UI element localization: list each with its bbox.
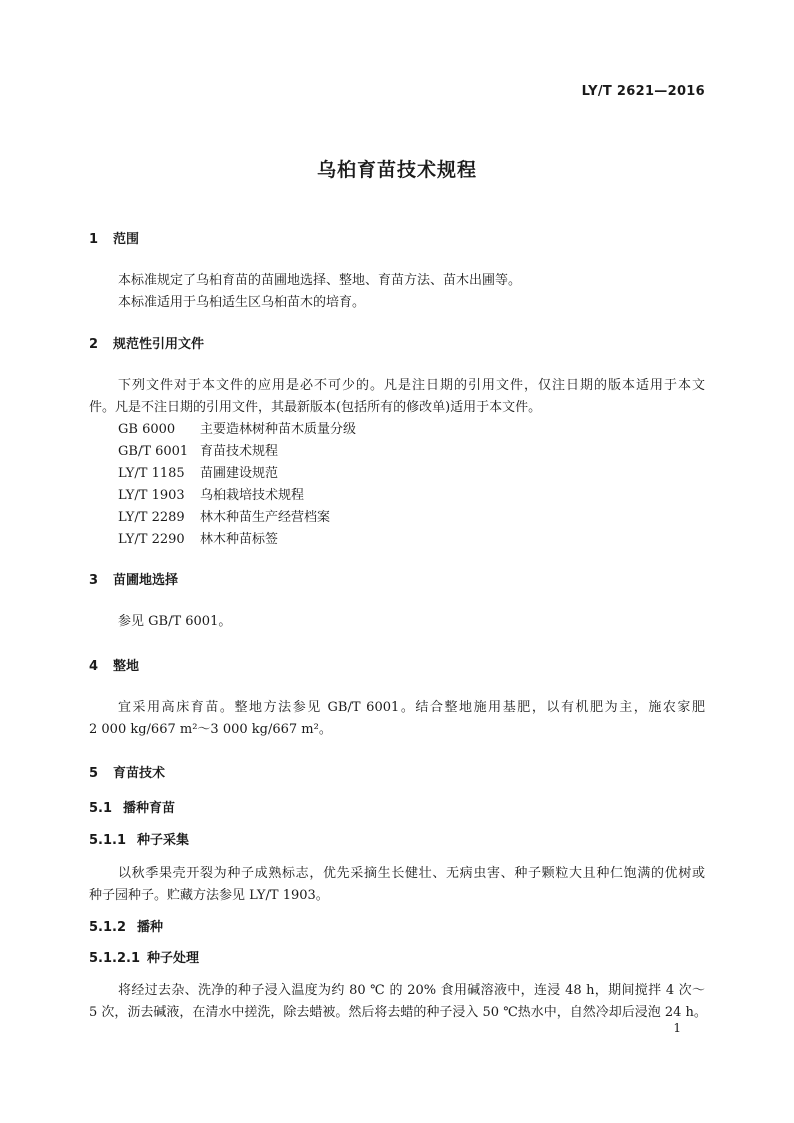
section-number: 5.1 (89, 801, 113, 816)
section-title: 范围 (113, 232, 140, 247)
section-title: 整地 (113, 659, 140, 674)
reference-code: LY/T 1185 (118, 466, 185, 481)
section-number: 5.1.2.1 (89, 951, 140, 966)
section-5-1-1-heading (89, 829, 189, 848)
section-4-line-2: 2 000 kg/667 m²～3 000 kg/667 m²。 (89, 722, 332, 737)
section-number: 2 (89, 337, 99, 352)
reference-title: 林木种苗标签 (200, 532, 279, 547)
section-5-1-2-heading (89, 916, 163, 935)
section-5-1-2-1-line-1: 将经过去杂、洗净的种子浸入温度为约 80 ℃ 的 20% 食用碱溶液中，连浸 48 h，期间搅拌 4 次～ (118, 983, 705, 998)
reference-item (118, 528, 278, 547)
section-5-1-2-1-heading (89, 947, 199, 966)
reference-title: 主要造林树种苗木质量分级 (200, 422, 357, 437)
section-number: 5 (89, 766, 99, 781)
section-2-intro-line-2: 件。凡是不注日期的引用文件，其最新版本(包括所有的修改单)适用于本文件。 (89, 400, 542, 415)
section-title: 育苗技术 (113, 766, 166, 781)
section-number: 5.1.2 (89, 920, 127, 935)
section-title: 播种 (137, 920, 164, 935)
page-number: 1 (673, 1021, 681, 1035)
reference-item (118, 440, 278, 459)
reference-code: GB 6000 (118, 422, 176, 437)
section-title: 种子采集 (137, 833, 190, 848)
section-title: 规范性引用文件 (113, 337, 205, 352)
reference-title: 林木种苗生产经营档案 (200, 510, 331, 525)
section-title: 播种育苗 (123, 801, 176, 816)
section-title: 苗圃地选择 (113, 573, 179, 588)
section-title: 种子处理 (147, 951, 200, 966)
reference-item (118, 462, 278, 481)
section-4-heading (89, 655, 139, 674)
section-number: 4 (89, 659, 99, 674)
reference-item (118, 418, 356, 437)
reference-code: GB/T 6001 (118, 444, 189, 459)
section-5-1-1-line-2: 种子园种子。贮藏方法参见 LY/T 1903。 (89, 888, 329, 903)
reference-code: LY/T 1903 (118, 488, 185, 503)
section-5-1-1-line-1: 以秋季果壳开裂为种子成熟标志，优先采摘生长健壮、无病虫害、种子颗粒大且种仁饱满的优树或 (118, 866, 705, 881)
reference-title: 苗圃建设规范 (200, 466, 279, 481)
section-2-heading (89, 333, 204, 352)
section-number: 5.1.1 (89, 833, 127, 848)
reference-item (118, 484, 304, 503)
section-1-paragraph-1: 本标准规定了乌桕育苗的苗圃地选择、整地、育苗方法、苗木出圃等。 (118, 273, 522, 288)
reference-title: 乌桕栽培技术规程 (200, 488, 305, 503)
section-5-1-2-1-line-2: 5 次，沥去碱液，在清水中搓洗，除去蜡被。然后将去蜡的种子浸入 50 ℃热水中，自然冷却后浸泡 24 h。 (89, 1005, 707, 1020)
section-5-1-heading (89, 797, 175, 816)
page-title: 乌桕育苗技术规程 (316, 159, 477, 181)
section-1-paragraph-2: 本标准适用于乌桕适生区乌桕苗木的培育。 (118, 295, 366, 310)
reference-code: LY/T 2289 (118, 510, 185, 525)
section-number: 1 (89, 232, 99, 247)
reference-title: 育苗技术规程 (200, 444, 279, 459)
section-number: 3 (89, 573, 99, 588)
reference-item (118, 506, 330, 525)
section-4-line-1: 宜采用高床育苗。整地方法参见 GB/T 6001。结合整地施用基肥，以有机肥为主，施农家肥 (118, 700, 705, 715)
reference-code: LY/T 2290 (118, 532, 185, 547)
document-number: LY/T 2621—2016 (581, 84, 705, 99)
section-1-heading (89, 228, 139, 247)
section-3-heading (89, 569, 178, 588)
section-3-paragraph: 参见 GB/T 6001。 (118, 614, 232, 629)
section-5-heading (89, 762, 165, 781)
section-2-intro-line-1: 下列文件对于本文件的应用是必不可少的。凡是注日期的引用文件，仅注日期的版本适用于本文 (118, 378, 705, 393)
